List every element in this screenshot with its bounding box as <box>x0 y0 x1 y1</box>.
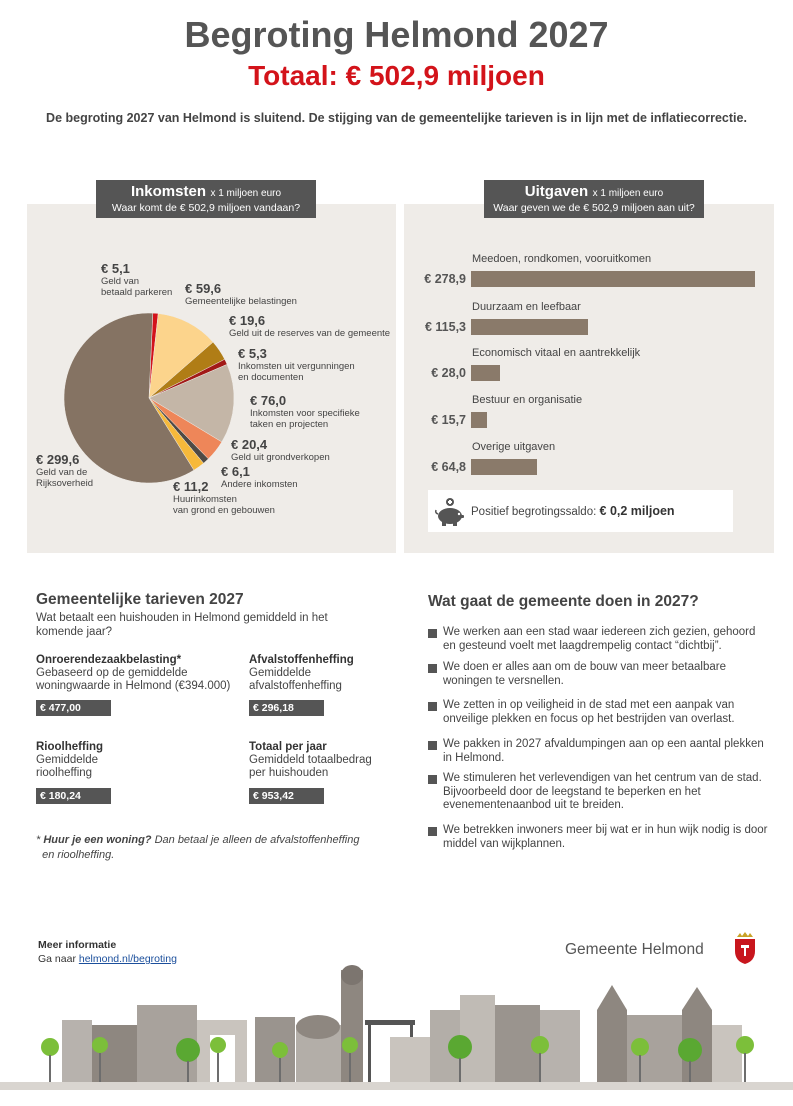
bullet-square-icon <box>428 702 437 711</box>
bar <box>471 271 755 287</box>
pie-label-value: € 76,0 <box>250 393 287 408</box>
bar-value-label: € 64,8 <box>431 460 466 474</box>
bar <box>471 319 588 335</box>
bar-row <box>420 347 770 387</box>
tarief-name: Rioolheffing <box>36 741 104 753</box>
pie-label-text: Huurinkomsten van grond en gebouwen <box>173 494 275 516</box>
action-text: We betrekken inwoners meer bij wat er in hun wijk nodig is door middel van wijkplannen. <box>443 824 768 850</box>
tarief-desc: Gemiddelde rioolheffing <box>36 754 99 779</box>
action-item <box>428 699 768 726</box>
bullet-square-icon <box>428 664 437 673</box>
tarief-name: Afvalstoffenheffing <box>249 654 354 666</box>
bar-category: Meedoen, rondkomen, vooruitkomen <box>472 253 652 265</box>
page-title: Begroting Helmond 2027 <box>184 14 609 55</box>
pie-label-rijk <box>36 452 116 489</box>
bar-row <box>420 394 770 434</box>
bar-row <box>420 301 770 341</box>
action-text: We werken aan een stad waar iedereen zich gezien, gehoord en gesteund voelt met laagdrempelig contact “dichtbij”. <box>443 626 756 652</box>
bar-value-label: € 278,9 <box>424 272 466 286</box>
saldo-box <box>428 490 733 532</box>
pie-label-text: Geld uit grondverkopen <box>231 452 330 463</box>
income-unit: x 1 miljoen euro <box>210 188 282 199</box>
more-info-prefix: Ga naar <box>38 953 79 965</box>
helmond-crest-icon <box>733 931 757 965</box>
piggy-bank-icon <box>434 496 466 528</box>
bullet-square-icon <box>428 775 437 784</box>
tarief-afval <box>249 654 389 693</box>
pie-label-parkeren <box>101 261 181 298</box>
total-amount: Totaal: € 502,9 miljoen <box>248 60 545 91</box>
pie-label-value: € 5,1 <box>101 261 130 276</box>
action-item <box>428 738 768 765</box>
footnote-text: Dan betaal je alleen de afvalstoffenheffing en rioolheffing. <box>36 834 360 861</box>
action-text: We pakken in 2027 afvaldumpingen aan op een aantal plekken in Helmond. <box>443 738 764 764</box>
tarief-desc: Gemiddeld totaalbedrag per huishouden <box>249 754 372 779</box>
bar-category: Economisch vitaal en aantrekkelijk <box>472 347 641 359</box>
city-skyline-illustration <box>0 965 793 1106</box>
tarief-riool <box>36 741 176 780</box>
pie-label-value: € 11,2 <box>173 479 209 494</box>
expense-unit: x 1 miljoen euro <box>592 188 664 199</box>
pie-label-huur <box>173 479 303 516</box>
action-item <box>428 824 768 851</box>
income-title: Inkomsten <box>130 183 206 200</box>
pie-label-value: € 59,6 <box>185 281 222 296</box>
tarief-amount: € 477,00 <box>36 700 111 716</box>
footnote-star: * <box>36 834 41 846</box>
action-item <box>428 772 768 813</box>
pie-label-grondverkopen <box>231 437 361 463</box>
actions-title: Wat gaat de gemeente doen in 2027? <box>428 593 699 610</box>
tarief-desc: Gebaseerd op de gemiddelde woningwaarde in Helmond (€394.000) <box>36 667 231 692</box>
expense-question: Waar geven we de € 502,9 miljoen aan uit? <box>493 202 695 214</box>
bullet-square-icon <box>428 629 437 638</box>
income-question: Waar komt de € 502,9 miljoen vandaan? <box>111 202 301 214</box>
action-text: We doen er alles aan om de bouw van meer betaalbare woningen te versnellen. <box>443 661 726 687</box>
bar-category: Overige uitgaven <box>472 441 556 453</box>
pie-label-text: Geld uit de reserves van de gemeente <box>229 328 391 339</box>
gemeente-helmond-logo: Gemeente Helmond <box>565 941 704 958</box>
pie-label-text: Geld van de Rijksoverheid <box>36 467 94 489</box>
tarief-amount: € 296,18 <box>249 700 324 716</box>
intro-text: De begroting 2027 van Helmond is sluitend. De stijging van de gemeentelijke tarieven is in lijn met de inflatiecorrectie. <box>46 111 747 125</box>
saldo-value: € 0,2 miljoen <box>599 504 675 518</box>
bar-category: Bestuur en organisatie <box>472 394 583 406</box>
action-text: We stimuleren het verlevendigen van het centrum van de stad. Bijvoorbeeld door de leegstand te beperken en het evenementenaanbod uit te breiden. <box>443 772 762 811</box>
tarief-name: Totaal per jaar <box>249 741 327 753</box>
saldo-text <box>471 504 675 518</box>
pie-label-text: Geld van betaald parkeren <box>101 276 173 298</box>
begroting-link[interactable]: helmond.nl/begroting <box>78 953 177 965</box>
income-header <box>96 180 316 218</box>
pie-label-vergunningen <box>238 346 378 383</box>
pie-label-value: € 6,1 <box>221 464 250 479</box>
tarief-amount: € 953,42 <box>249 788 324 804</box>
action-item <box>428 661 768 688</box>
footnote-bold: Huur je een woning? <box>43 834 152 846</box>
tarief-totaal <box>249 741 399 780</box>
expense-header <box>484 180 704 218</box>
tarieven-title: Gemeentelijke tarieven 2027 <box>36 591 244 608</box>
tarief-name: Onroerendezaakbelasting* <box>36 654 182 666</box>
pie-label-value: € 20,4 <box>231 437 268 452</box>
bullet-square-icon <box>428 827 437 836</box>
pie-label-text: Inkomsten uit vergunningen en documenten <box>238 361 355 383</box>
more-info-line <box>38 953 177 965</box>
bar-value-label: € 15,7 <box>431 413 466 427</box>
bullet-square-icon <box>428 741 437 750</box>
pie-label-value: € 5,3 <box>238 346 267 361</box>
tarief-desc: Gemiddelde afvalstoffenheffing <box>249 667 342 692</box>
pie-label-reserves <box>229 313 399 339</box>
pie-label-text: Inkomsten voor specifieke taken en projecten <box>250 408 360 430</box>
bar <box>471 459 537 475</box>
bar <box>471 412 487 428</box>
pie-label-text: Gemeentelijke belastingen <box>185 296 297 307</box>
action-text: We zetten in op veiligheid in de stad met een aanpak van onveilige plekken en focus op het bestrijden van overlast. <box>443 699 735 725</box>
pie-label-text: Andere inkomsten <box>221 479 298 490</box>
bar-row <box>420 441 770 481</box>
bar-value-label: € 115,3 <box>424 320 466 334</box>
bar-category: Duurzaam en leefbaar <box>472 301 581 313</box>
bar-value-label: € 28,0 <box>431 366 466 380</box>
action-item <box>428 626 768 653</box>
bar-row <box>420 253 770 293</box>
more-info-title: Meer informatie <box>38 939 117 951</box>
saldo-label: Positief begrotingssaldo: <box>471 506 597 518</box>
tarief-amount: € 180,24 <box>36 788 111 804</box>
tarieven-footnote <box>36 833 359 863</box>
pie-label-value: € 19,6 <box>229 313 266 328</box>
bar <box>471 365 500 381</box>
expense-title: Uitgaven <box>524 183 589 200</box>
tarief-ozb <box>36 654 236 693</box>
tarieven-subtitle: Wat betaalt een huishouden in Helmond gemiddeld in het komende jaar? <box>36 612 328 638</box>
pie-label-specifiek <box>250 393 380 430</box>
pie-label-value: € 299,6 <box>36 452 80 467</box>
pie-label-belastingen <box>185 281 315 307</box>
